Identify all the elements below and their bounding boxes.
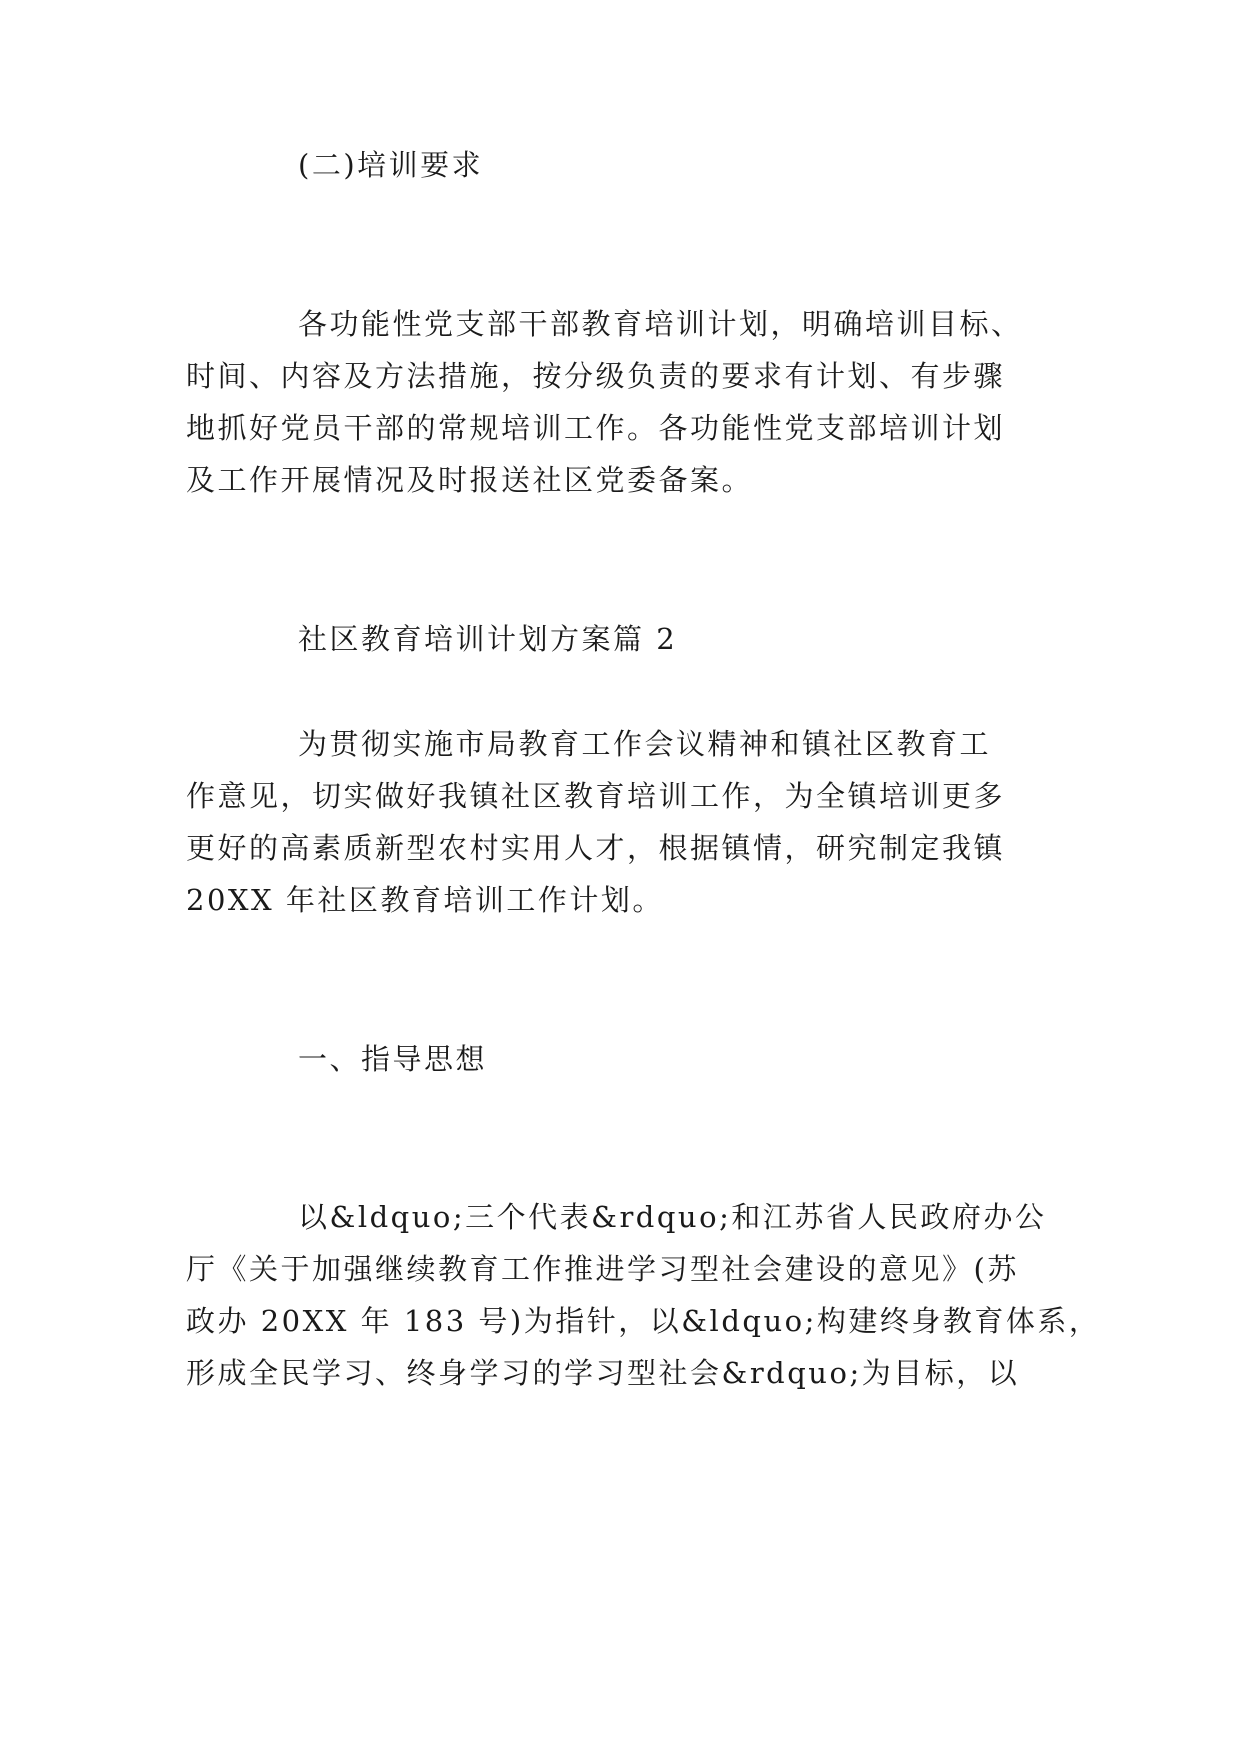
paragraph-line: 时间、内容及方法措施，按分级负责的要求有计划、有步骤 — [186, 359, 1006, 393]
paragraph-line: 及工作开展情况及时报送社区党委备案。 — [186, 463, 754, 497]
heading-training-requirements: (二)培训要求 — [298, 148, 484, 182]
paragraph-line: 作意见，切实做好我镇社区教育培训工作，为全镇培训更多 — [186, 779, 1006, 813]
paragraph-line: 政办 20XX 年 183 号)为指针，以&ldquo;构建终身教育体系， — [186, 1304, 1101, 1338]
paragraph-line: 更好的高素质新型农村实用人才，根据镇情，研究制定我镇 — [186, 831, 1006, 865]
heading-guiding-ideology: 一、指导思想 — [298, 1042, 488, 1076]
paragraph-line: 厅《关于加强继续教育工作推进学习型社会建设的意见》(苏 — [186, 1252, 1019, 1286]
section-title: 社区教育培训计划方案篇 2 — [298, 622, 678, 656]
paragraph-line: 为贯彻实施市局教育工作会议精神和镇社区教育工 — [298, 727, 992, 761]
paragraph-line: 各功能性党支部干部教育培训计划，明确培训目标、 — [298, 307, 1023, 341]
paragraph-line: 20XX 年社区教育培训工作计划。 — [186, 883, 664, 917]
paragraph-line: 以&ldquo;三个代表&rdquo;和江苏省人民政府办公 — [298, 1200, 1047, 1234]
paragraph-line: 形成全民学习、终身学习的学习型社会&rdquo;为目标，以 — [186, 1356, 1020, 1390]
paragraph-line: 地抓好党员干部的常规培训工作。各功能性党支部培训计划 — [186, 411, 1006, 445]
